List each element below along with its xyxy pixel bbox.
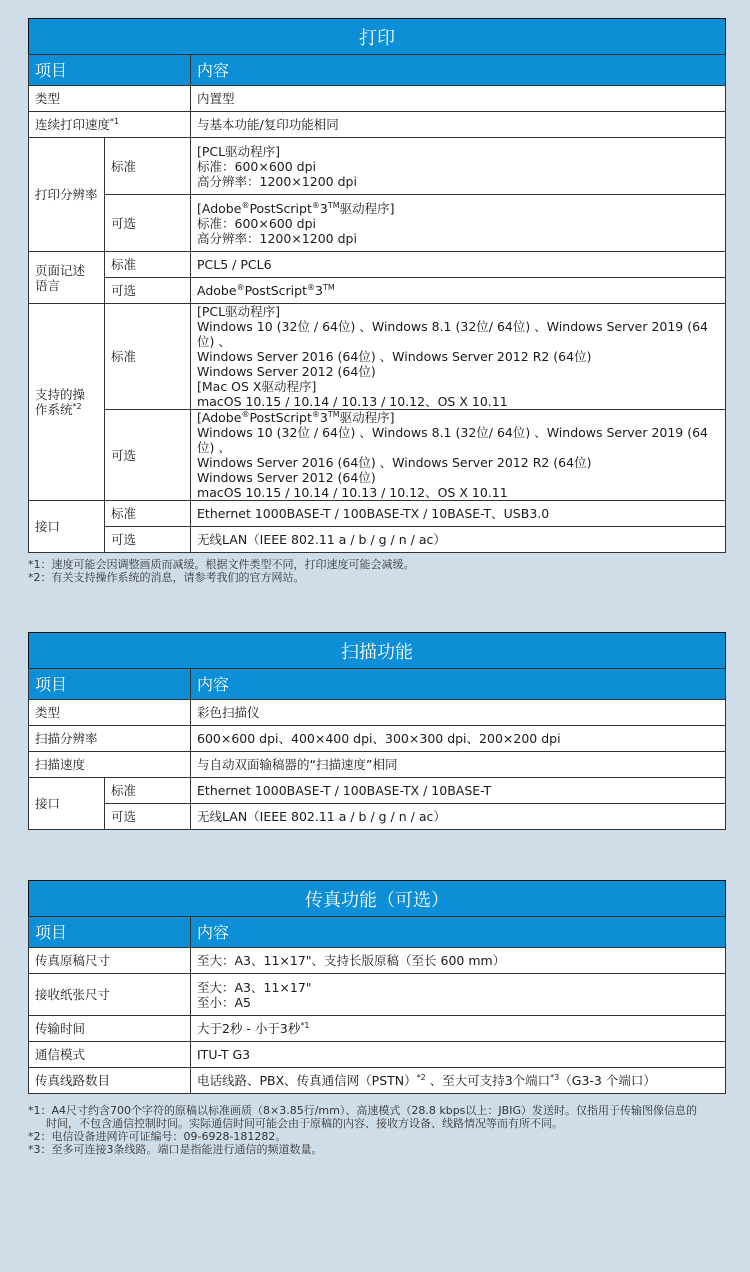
row-value: 电话线路、PBX、传真通信网（PSTN）$^{*2}$ 、至大可支持3个端口$^{*3}$（G3-3 个端口）: [191, 1068, 726, 1094]
row-label: 页面记述 语言: [29, 252, 105, 304]
row-value: 无线LAN（IEEE 802.11 a / b / g / n / ac）: [191, 804, 726, 830]
row-label: 接口: [29, 778, 105, 830]
row-label: 接口: [29, 501, 105, 553]
table-row: [29, 195, 726, 252]
row-value: PCL5 / PCL6: [191, 252, 726, 278]
fax-footnotes: *1：A4尺寸约含700个字符的原稿以标准画质（8×3.85行/mm）、高速模式（28.8 kbps以上：JBIG）发送时。仅指用于传输图像信息的 时间，不包含通信控制时间。实际通信时间可能会由于原稿的内容、接收方设备、线路情况等而有所不同。 *2：电信设备进网许可证编号：09-6928-181282。 *3：至多可连接3条线路。端口是指能进行通信的频道数量。: [28, 1104, 697, 1156]
sub-label-standard: 标准: [105, 778, 191, 804]
row-value: [PCL驱动程序] 标准：600×600 dpi 高分辨率：1200×1200 dpi: [191, 138, 726, 195]
table-row: [29, 278, 726, 304]
fax-section-title: 传真功能（可选）: [28, 880, 726, 916]
print-spec-table: [28, 54, 726, 553]
table-row: [29, 112, 726, 138]
header-content: 内容: [191, 917, 726, 948]
row-value: [Adobe®PostScript®3™驱动程序] Windows 10 (32位 / 64位) 、Windows 8.1 (32位/ 64位) 、Windows Server 2019 (64位) 、 Windows Server 2016 (64位) 、Windows Server 2012 R2 (64位) Windows Server 2012 (64位) macOS 10.15 / 10.14 / 10.13 / 10.12、OS X 10.11: [191, 410, 726, 501]
row-label: 扫描分辨率: [29, 726, 191, 752]
row-label: 接收纸张尺寸: [29, 974, 191, 1016]
row-label: 传真原稿尺寸: [29, 948, 191, 974]
table-header: [29, 55, 726, 86]
table-header: [29, 669, 726, 700]
row-label: 扫描速度: [29, 752, 191, 778]
table-row: [29, 527, 726, 553]
table-row: [29, 804, 726, 830]
sub-label-standard: 标准: [105, 252, 191, 278]
header-item: 项目: [29, 669, 191, 700]
row-value: Ethernet 1000BASE-T / 100BASE-TX / 10BASE-T: [191, 778, 726, 804]
row-label: 类型: [29, 700, 191, 726]
row-value: 无线LAN（IEEE 802.11 a / b / g / n / ac）: [191, 527, 726, 553]
header-item: 项目: [29, 55, 191, 86]
row-value: 与自动双面输稿器的“扫描速度”相同: [191, 752, 726, 778]
row-label: 支持的操 作系统$^{*2}$: [29, 304, 105, 501]
row-value: 与基本功能/复印功能相同: [191, 112, 726, 138]
row-label: 类型: [29, 86, 191, 112]
scan-section-title: 扫描功能: [28, 632, 726, 668]
fax-section: [28, 880, 726, 1094]
table-row: [29, 410, 726, 501]
table-row: [29, 974, 726, 1016]
sub-label-optional: 可选: [105, 195, 191, 252]
row-value: 至大：A3、11×17"、支持长版原稿（至长 600 mm）: [191, 948, 726, 974]
scan-section: [28, 632, 726, 830]
sub-label-standard: 标准: [105, 304, 191, 410]
row-value: 至大：A3、11×17" 至小：A5: [191, 974, 726, 1016]
sub-label-standard: 标准: [105, 138, 191, 195]
header-item: 项目: [29, 917, 191, 948]
table-row: [29, 1068, 726, 1094]
print-footnotes: *1：速度可能会因调整画质而减缓。根据文件类型不同，打印速度可能会减缓。 *2：有关支持操作系统的消息，请参考我们的官方网站。: [28, 558, 415, 584]
table-row: [29, 778, 726, 804]
row-value: [PCL驱动程序] Windows 10 (32位 / 64位) 、Windows 8.1 (32位/ 64位) 、Windows Server 2019 (64位) 、 Windows Server 2016 (64位) 、Windows Server 2012 R2 (64位) Windows Server 2012 (64位) [Mac OS X驱动程序] macOS 10.15 / 10.14 / 10.13 / 10.12、OS X 10.11: [191, 304, 726, 410]
table-row: [29, 700, 726, 726]
table-row: [29, 138, 726, 195]
sub-label-optional: 可选: [105, 804, 191, 830]
sub-label-standard: 标准: [105, 501, 191, 527]
row-value: 彩色扫描仪: [191, 700, 726, 726]
row-value: Adobe®PostScript®3™: [191, 278, 726, 304]
sub-label-optional: 可选: [105, 527, 191, 553]
table-row: [29, 252, 726, 278]
table-row: [29, 1042, 726, 1068]
row-value: ITU-T G3: [191, 1042, 726, 1068]
row-label: 传真线路数目: [29, 1068, 191, 1094]
table-row: [29, 752, 726, 778]
table-row: [29, 948, 726, 974]
print-section-title: 打印: [28, 18, 726, 54]
row-value: 内置型: [191, 86, 726, 112]
sub-label-optional: 可选: [105, 278, 191, 304]
table-row: [29, 726, 726, 752]
table-row: [29, 501, 726, 527]
row-label: 连续打印速度$^{*1}$: [29, 112, 191, 138]
fax-spec-table: [28, 916, 726, 1094]
table-row: [29, 86, 726, 112]
row-label: 通信模式: [29, 1042, 191, 1068]
row-value: 大于2秒 - 小于3秒$^{*1}$: [191, 1016, 726, 1042]
header-content: 内容: [191, 669, 726, 700]
row-value: 600×600 dpi、400×400 dpi、300×300 dpi、200×200 dpi: [191, 726, 726, 752]
table-header: [29, 917, 726, 948]
table-row: [29, 304, 726, 410]
row-label: 打印分辨率: [29, 138, 105, 252]
scan-spec-table: [28, 668, 726, 830]
row-value: [Adobe®PostScript®3™驱动程序] 标准：600×600 dpi 高分辨率：1200×1200 dpi: [191, 195, 726, 252]
row-label: 传输时间: [29, 1016, 191, 1042]
row-value: Ethernet 1000BASE-T / 100BASE-TX / 10BASE-T、USB3.0: [191, 501, 726, 527]
header-content: 内容: [191, 55, 726, 86]
sub-label-optional: 可选: [105, 410, 191, 501]
table-row: [29, 1016, 726, 1042]
print-section: [28, 18, 726, 553]
